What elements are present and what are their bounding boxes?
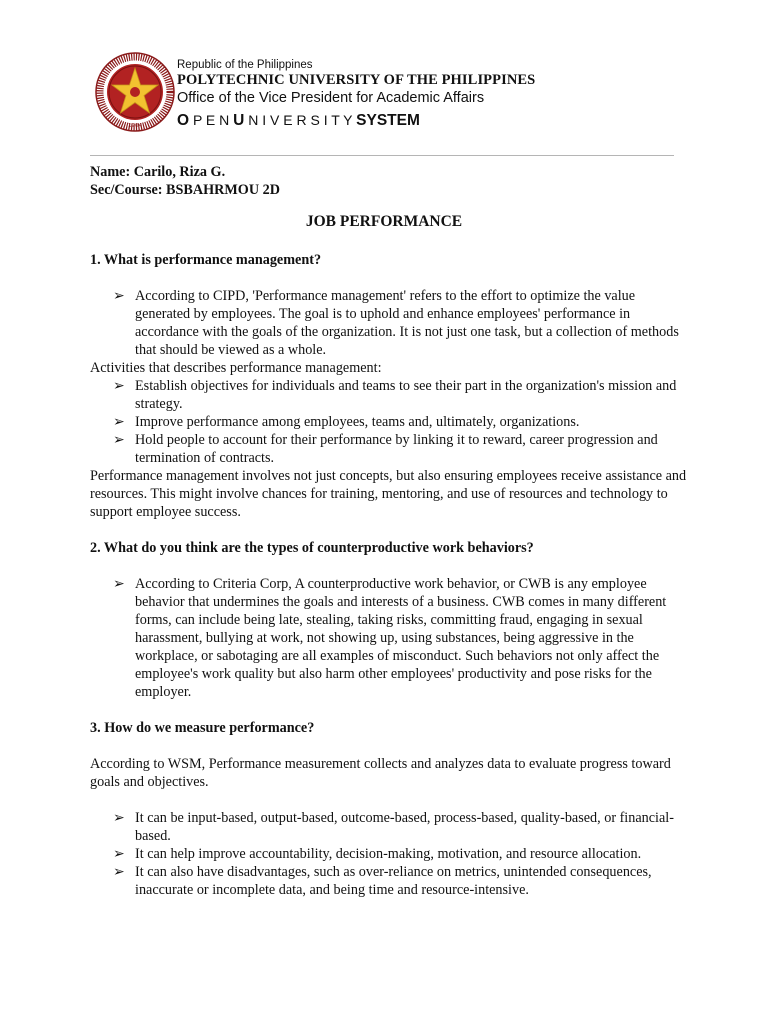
header-divider <box>90 155 674 156</box>
q3-intro-paragraph: According to WSM, Performance measurement collects and analyzes data to evaluate progress toward goals and objectives. <box>90 756 671 790</box>
arrow-bullet-icon: ➢ <box>113 846 125 862</box>
list-item: ➢ Improve performance among employees, teams and, ultimately, organizations. <box>113 414 580 430</box>
q3-list <box>90 809 690 899</box>
q1-closing-paragraph: Performance management involves not just concepts, but also ensuring employees receive assistance and resources. This might involve chances for training, mentoring, and use of resources and technology to support employee success. <box>90 468 687 520</box>
university-seal-logo <box>95 52 175 132</box>
document-title: JOB PERFORMANCE <box>305 213 463 230</box>
arrow-bullet-icon: ➢ <box>113 432 125 448</box>
list-item: ➢ It can help improve accountability, decision-making, motivation, and resource allocation. <box>113 846 642 862</box>
office-name: Office of the Vice President for Academic Affairs <box>177 90 485 106</box>
document-body <box>90 251 690 899</box>
question-3: 3. How do we measure performance? <box>90 720 315 736</box>
arrow-bullet-icon: ➢ <box>113 378 125 394</box>
open-university-system <box>177 109 535 132</box>
arrow-bullet-icon: ➢ <box>113 576 125 592</box>
q2-list <box>90 575 690 701</box>
list-item: ➢ Hold people to account for their performance by linking it to reward, career progression and termination of contracts. <box>113 432 658 466</box>
arrow-bullet-icon: ➢ <box>113 414 125 430</box>
list-item: ➢ It can be input-based, output-based, outcome-based, process-based, quality-based, or financial-based. <box>113 810 674 844</box>
system-rest-pen: P E N <box>189 112 234 128</box>
student-name: Name: Carilo, Riza G. <box>90 164 226 180</box>
student-info <box>90 163 280 199</box>
list-item: ➢ According to Criteria Corp, A counterproductive work behavior, or CWB is any employee behavior that undermines the goals and interests of a business. CWB comes in many different forms, can include being late, stealing, taking risks, committing fraud, engaging in sexual harassment, bullying at work, not showing up, using substances, being aggressive in the workplace, or sabotaging are all examples of misconduct. Such behaviors not only affect the employee's work quality but also harm other employees' productivity and pose risks for the employer. <box>113 576 667 700</box>
svg-text:1904: 1904 <box>128 123 142 129</box>
list-item: ➢ It can also have disadvantages, such as over-reliance on metrics, unintended consequences, inaccurate or incomplete data, and being time and resource-intensive. <box>113 864 652 898</box>
system-initial-o: O <box>177 112 190 129</box>
system-initial-u: U <box>233 112 245 129</box>
arrow-bullet-icon: ➢ <box>113 288 125 304</box>
q1-activities-lead: Activities that describes performance management: <box>90 360 382 376</box>
q1-definition-list <box>90 287 690 359</box>
system-rest-ystem: YSTEM <box>366 112 420 129</box>
student-course: Sec/Course: BSBAHRMOU 2D <box>90 182 280 198</box>
list-item: ➢ Establish objectives for individuals and teams to see their part in the organization's mission and strategy. <box>113 378 677 412</box>
system-initial-s: S <box>356 112 367 129</box>
arrow-bullet-icon: ➢ <box>113 810 125 826</box>
arrow-bullet-icon: ➢ <box>113 864 125 880</box>
republic-line: Republic of the Philippines <box>177 59 313 71</box>
header-text-block <box>177 59 535 132</box>
q1-activities-list <box>90 377 690 467</box>
question-1: 1. What is performance management? <box>90 252 322 268</box>
system-rest-niversity: N I V E R S I T Y <box>244 112 357 128</box>
list-item: ➢ According to CIPD, 'Performance management' refers to the effort to optimize the value generated by employees. The goal is to uphold and enhance employees' performance in accordance with the goals of the organization. It is not just one task, but a collection of methods that should be viewed as a whole. <box>113 288 679 358</box>
question-2: 2. What do you think are the types of counterproductive work behaviors? <box>90 540 534 556</box>
university-name: POLYTECHNIC UNIVERSITY OF THE PHILIPPINES <box>177 72 536 88</box>
